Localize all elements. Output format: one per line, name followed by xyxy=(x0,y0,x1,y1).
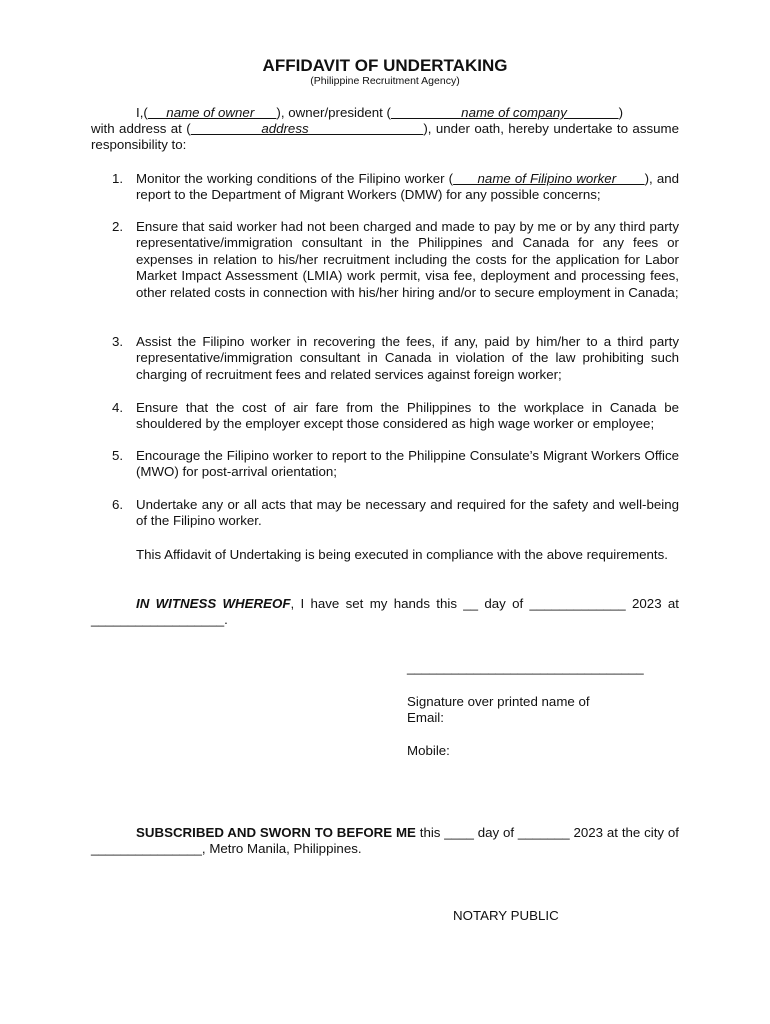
item-text-post: ), and report to the Department of Migrant Workers (DMW) for any possible concerns; xyxy=(136,171,680,203)
company-name-field[interactable]: name of company xyxy=(390,105,619,120)
owner-name-field[interactable]: name of owner xyxy=(147,105,277,120)
sworn-paragraph xyxy=(91,825,679,858)
filipino-worker-name-field[interactable]: name of Filipino worker xyxy=(453,171,645,186)
item-number: 3. xyxy=(112,334,124,349)
item-text: Ensure that the cost of air fare from the Philippines to the workplace in Canada be shouldered by the employer except those considered as high wage worker or employee; xyxy=(136,400,679,432)
item-text: Undertake any or all acts that may be necessary and required for the safety and well-being of the Filipino worker. xyxy=(136,497,679,529)
sworn-rest: this ____ day of _______ 2023 at the city of _______________, Metro Manila, Philippines. xyxy=(91,825,680,857)
intro-text-3: ) xyxy=(618,105,624,120)
item-text-pre: Monitor the working conditions of the Filipino worker ( xyxy=(136,171,454,186)
item-text: Ensure that said worker had not been charged and made to pay by me or by any third party representative/immigration consultant in the Philippines and Canada for any fees or expenses in relation to his/her recruitment including the costs for the application for Labor Market Impact Assessment (LMIA) work permit, visa fee, deployment and processing fees, other related costs in connection with his/her hiring and/or to secure employment in Canada; xyxy=(136,219,679,300)
intro-paragraph-cont xyxy=(91,121,679,154)
item-text: Assist the Filipino worker in recovering the fees, if any, paid by him/her to a third party representative/immigration consultant in Canada in violation of the law prohibiting such charging of recruitment fees and related services against foreign worker; xyxy=(136,334,679,382)
item-number: 1. xyxy=(112,171,124,186)
email-label: Email: xyxy=(407,710,444,725)
intro-text-5: ), under oath, hereby undertake to assume responsibility to: xyxy=(91,121,679,153)
item-number: 4. xyxy=(112,400,124,415)
intro-text-4: with address at ( xyxy=(91,121,191,136)
address-field[interactable]: address xyxy=(190,121,424,136)
item-number: 5. xyxy=(112,448,124,463)
intro-text-2: ), owner/president ( xyxy=(276,105,391,120)
document-subtitle: (Philippine Recruitment Agency) xyxy=(310,75,460,87)
intro-paragraph xyxy=(91,105,679,121)
item-number: 2. xyxy=(112,219,124,234)
signature-line[interactable]: ________________________________ xyxy=(407,660,644,675)
item-text xyxy=(136,171,679,204)
sworn-lead: SUBSCRIBED AND SWORN TO BEFORE ME xyxy=(136,825,416,840)
compliance-paragraph: This Affidavit of Undertaking is being executed in compliance with the above requirements. xyxy=(136,547,668,562)
mobile-label: Mobile: xyxy=(407,743,450,758)
item-text: Encourage the Filipino worker to report to the Philippine Consulate’s Migrant Workers Office (MWO) for post-arrival orientation; xyxy=(136,448,679,480)
document-title: AFFIDAVIT OF UNDERTAKING xyxy=(262,56,508,75)
witness-lead: IN WITNESS WHEREOF xyxy=(136,596,291,611)
witness-paragraph xyxy=(91,596,679,629)
signature-printed-name-label: Signature over printed name of xyxy=(407,694,590,709)
intro-text-1: I,( xyxy=(136,105,148,120)
witness-rest: , I have set my hands this __ day of _____________ 2023 at __________________. xyxy=(91,596,679,628)
item-number: 6. xyxy=(112,497,124,512)
notary-public-label: NOTARY PUBLIC xyxy=(453,908,559,923)
